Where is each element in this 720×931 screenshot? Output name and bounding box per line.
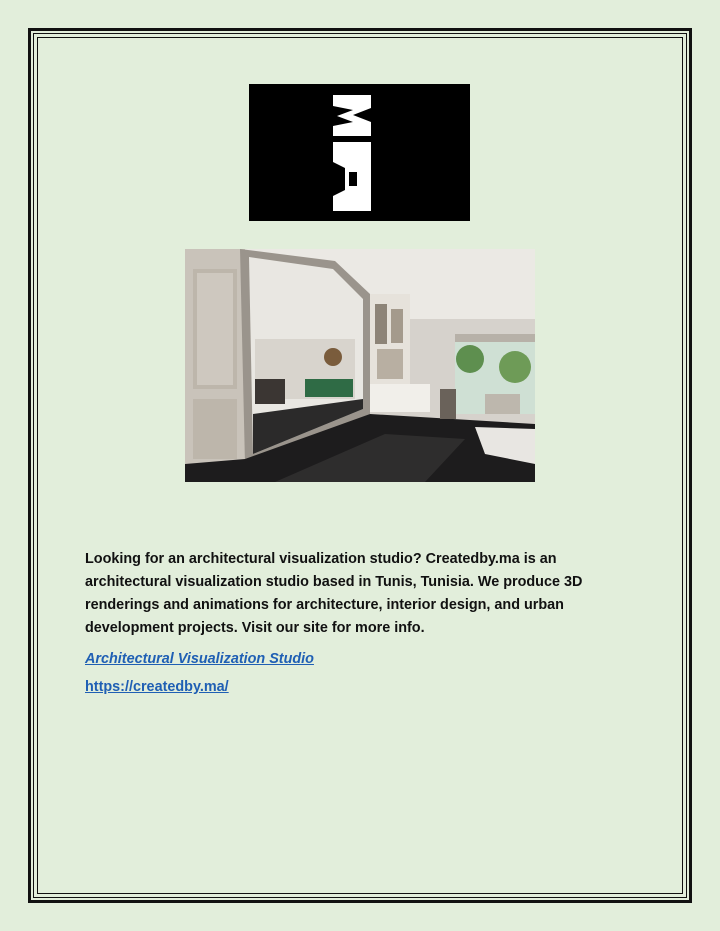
description-paragraph: Looking for an architectural visualization studio? Createdby.ma is an architectural visualization studio based in Tunis, Tunisia. We produce 3D renderings and animations for architecture, interior design, and urban development projects. Visit our site for more info.: [85, 551, 583, 636]
brand-logo: [249, 84, 470, 221]
studio-link[interactable]: Architectural Visualization Studio: [85, 651, 314, 667]
ma-logo-mark: [249, 84, 470, 221]
website-url-link[interactable]: https://createdby.ma/: [85, 679, 229, 695]
content-block: [85, 548, 625, 697]
interior-render-photo: [185, 249, 535, 482]
